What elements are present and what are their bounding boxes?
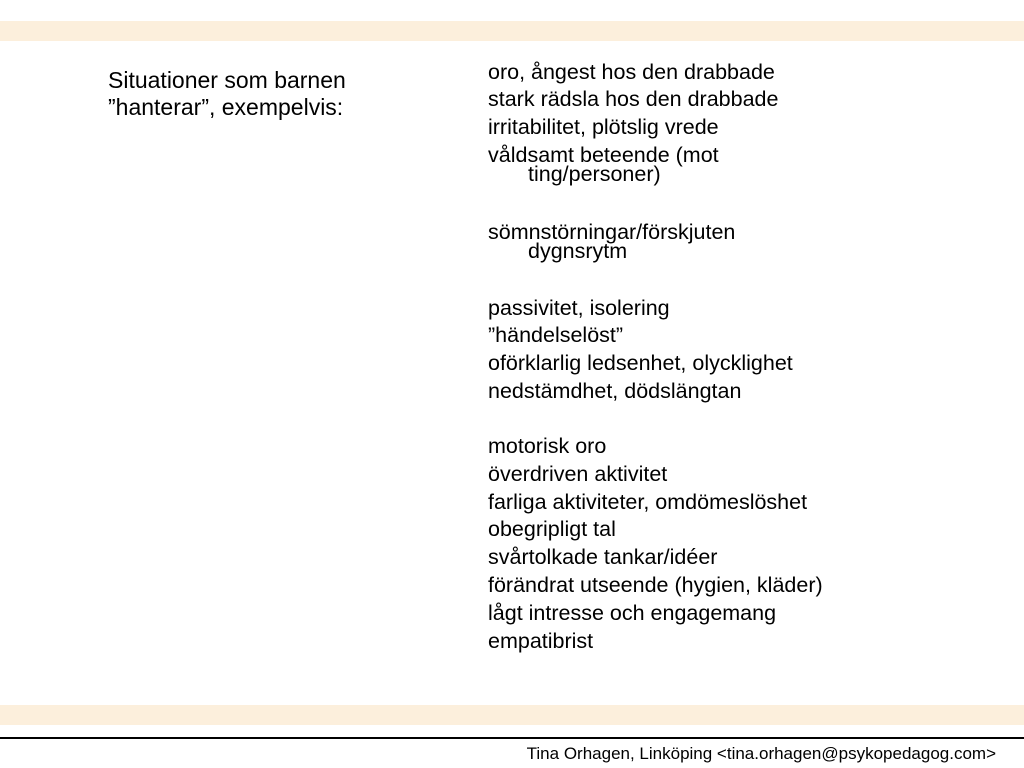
list-item: motorisk oro	[488, 434, 607, 458]
list-item: svårtolkade tankar/idéer	[488, 545, 718, 569]
list-item: passivitet, isolering	[488, 296, 670, 320]
list-item-continuation: dygnsrytm	[528, 239, 628, 263]
list-item: överdriven aktivitet	[488, 462, 668, 486]
list-item: ”händelselöst”	[488, 323, 624, 347]
list-item: oförklarlig ledsenhet, olycklighet	[488, 351, 793, 375]
list-item: oro, ångest hos den drabbade	[488, 60, 775, 84]
list-item: farliga aktiviteter, omdömeslöshet	[488, 490, 808, 514]
list-item-continuation: ting/personer)	[528, 162, 661, 186]
heading-line-1: Situationer som barnen	[108, 67, 346, 93]
list-item: nedstämdhet, dödslängtan	[488, 379, 742, 403]
footer-divider	[0, 737, 1024, 739]
list-item: obegripligt tal	[488, 517, 616, 541]
slide-heading	[108, 67, 438, 121]
top-decorative-band	[0, 21, 1024, 41]
list-item: sömnstörningar/förskjuten dygnsrytm	[488, 220, 736, 263]
list-item: förändrat utseende (hygien, kläder)	[488, 573, 823, 597]
list-item: empatibrist	[488, 629, 594, 653]
footer-credit: Tina Orhagen, Linköping <tina.orhagen@psykopedagog.com>	[526, 744, 996, 763]
list-item: lågt intresse och engagemang	[488, 601, 777, 625]
list-item: våldsamt beteende (mot ting/personer)	[488, 143, 719, 186]
list-item: stark rädsla hos den drabbade	[488, 87, 779, 111]
list-item: irritabilitet, plötslig vrede	[488, 115, 719, 139]
bottom-decorative-band	[0, 705, 1024, 725]
heading-line-2: ”hanterar”, exempelvis:	[108, 94, 344, 120]
